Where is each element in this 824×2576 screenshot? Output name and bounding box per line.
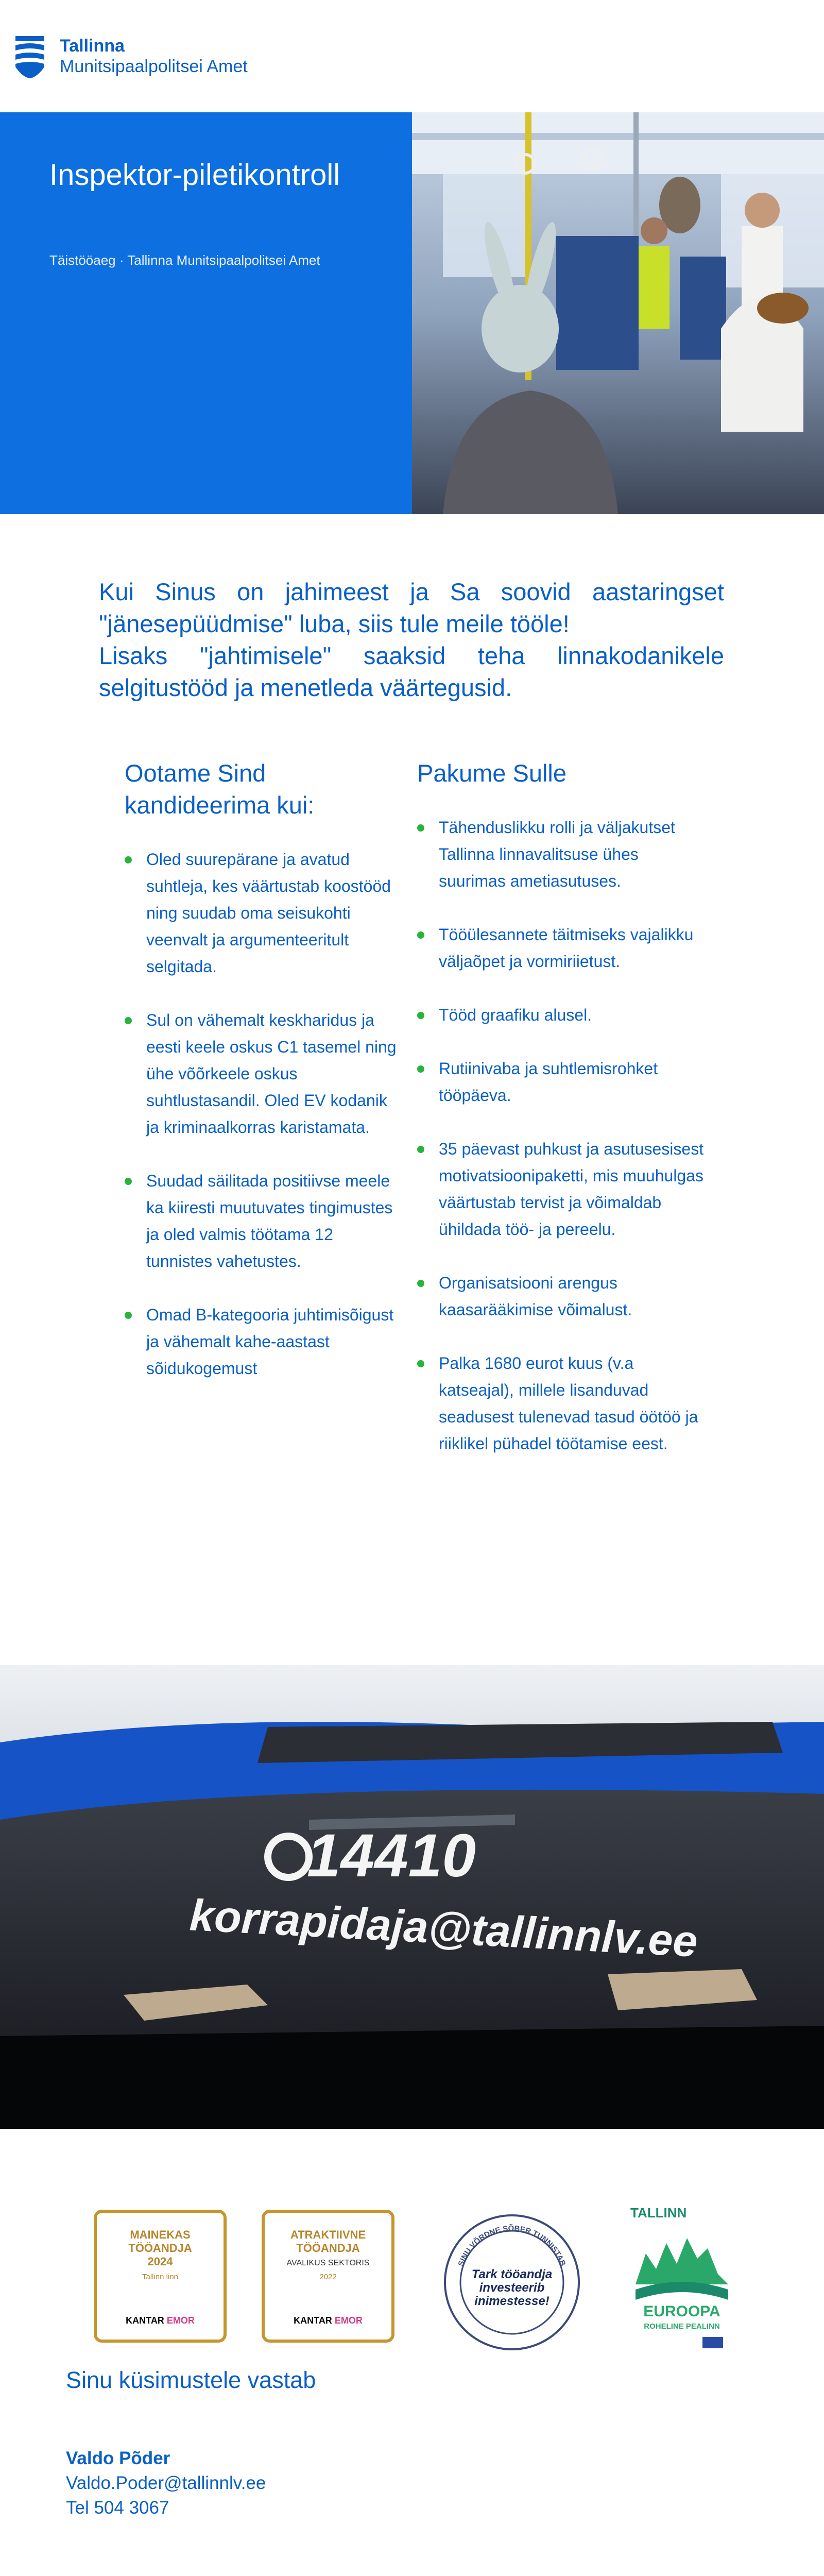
bus-interior-image [412,112,824,514]
badge-text: 2024 [147,2255,173,2268]
car-photo [0,1665,824,2129]
bullet-icon [125,1178,132,1185]
badge-text: ROHELINE PEALINN [644,2322,720,2331]
bullet-icon [417,1280,424,1287]
list-item-text: Rutiinivaba ja suhtlemisrohket tööpäeva. [439,1059,658,1105]
bullet-icon [417,824,424,832]
bullet-icon [417,1012,424,1019]
job-subtitle: Täistööaeg · Tallinna Munitsipaalpolitsei Amet [49,252,320,268]
contact-block [66,2446,266,2520]
logo-subtitle: Munitsipaalpolitsei Amet [60,57,248,76]
hero-photo [412,112,824,514]
list-item-text: 35 päevast puhkust ja asutusesisest motivatsioonipaketti, mis muuhulgas väärtustab tervist ja võimaldab ühildada töö- ja pereelu. [439,1140,704,1239]
list-item-text: Suudad säilitada positiivse meele ka kiiresti muutuvates tingimustes ja oled valmis töötama 12 tunnistes vahetustes. [146,1172,393,1270]
offer-heading: Pakume Sulle [417,759,566,787]
bullet-icon [417,1360,424,1367]
badge-brand: KANTAR [126,2315,164,2326]
header [0,0,824,112]
badge-text: TALLINN [630,2205,687,2221]
intro-text [99,576,724,704]
list-item-text: Palka 1680 eurot kuus (v.a katseajal), millele lisanduvad seadusest tulenevad tasud öötöö ja riiklikel pühadel töötamise eest. [439,1354,698,1453]
badge-text: TÖÖANDJA [296,2242,360,2255]
offer-section [417,757,706,1484]
intro-line-2: Lisaks "jahtimisele" saaksid teha linnakodanikele selgitustööd ja menetleda väärtegusid. [99,642,724,701]
award-badge-1 [94,2210,227,2343]
contact-heading: Sinu küsimustele vastab [66,2367,316,2393]
badge-brand: KANTAR [294,2315,332,2326]
bullet-icon [125,1312,132,1319]
list-item [417,1136,706,1243]
badge-brand: EMOR [166,2315,195,2326]
badge-brand: EMOR [334,2315,363,2326]
police-car-image [0,1665,824,2129]
tallinn-coat-icon [14,34,45,78]
list-item-text: Tööülesannete täitmiseks vajalikku väljaõpet ja vormiriietust. [439,925,694,971]
bullet-icon [125,1017,132,1024]
badge-text: EUROOPA [643,2303,720,2320]
list-item-text: Oled suurepärane ja avatud suhtleja, kes väärtustab koostööd ning suudab oma seisukohti veenvalt ja argumenteeritult selgitada. [146,850,391,976]
car-email-text: korrapidaja@tallinnlv.ee [188,1890,699,1967]
list-item [125,1301,403,1382]
list-item [417,1002,706,1028]
bullet-icon [125,856,132,863]
list-item-text: Organisatsiooni arengus kaasarääkimise võimalust. [439,1274,632,1319]
list-item [417,1055,706,1109]
list-item-text: Tööd graafiku alusel. [439,1006,592,1024]
job-title: Inspektor-piletikontroll [49,158,340,192]
car-phone-text: 14410 [306,1822,476,1890]
list-item [125,1007,403,1141]
list-item [125,1167,403,1275]
awards-row [0,2184,824,2354]
list-item-text: Tähenduslikku rolli ja väljakutset Tallinna linnavalitsuse ühes suurimas ametiasutuses. [439,818,675,890]
award-badge-4 [625,2202,739,2351]
badge-text: 2022 [319,2273,337,2281]
list-item [417,814,706,894]
badge-text: TÖÖANDJA [128,2242,192,2255]
hero-banner [0,112,824,514]
requirements-section [125,757,403,1409]
badge-text: inimestesse! [474,2294,550,2308]
list-item [417,1350,706,1457]
requirements-heading: Ootame Sind kandideerima kui: [125,759,315,819]
contact-phone[interactable]: Tel 504 3067 [66,2498,169,2518]
list-item [125,846,403,980]
badge-text: ATRAKTIIVNE [290,2228,366,2241]
bullet-icon [417,1065,424,1073]
logo[interactable] [14,34,248,78]
logo-title: Tallinna [60,36,125,56]
list-item [417,921,706,975]
badge-text: AVALIKUS SEKTORIS [286,2259,370,2267]
list-item [417,1269,706,1323]
badge-text: Tallinn linn [142,2273,179,2281]
list-item-text: Sul on vähemalt keskharidus ja eesti keele oskus C1 tasemel ning ühe võõrkeele oskus suhtlustasandil. Oled EV kodanik ja kriminaalkorras karistamata. [146,1011,397,1137]
badge-text: MAINEKAS [130,2228,191,2241]
list-item-text: Omad B-kategooria juhtimisõigust ja vähemalt kahe-aastast sõidukogemust [146,1306,394,1378]
hero-panel [0,112,412,514]
contact-email-link[interactable]: Valdo.Poder@tallinnlv.ee [66,2473,266,2493]
intro-line-1: Kui Sinus on jahimeest ja Sa soovid aastaringset "jänesepüüdmise" luba, siis tule meile tööle! [99,578,724,637]
contact-name: Valdo Põder [66,2448,170,2468]
award-badge-3 [443,2213,581,2351]
badge-text: Tark tööandja [471,2267,553,2281]
bullet-icon [417,1146,424,1153]
award-badge-2 [262,2210,394,2343]
bullet-icon [417,931,424,939]
badge-text: investeerib [479,2281,545,2295]
badge-text: SINU VÕRDNE SÕBER TUNNISTAB [456,2224,568,2267]
